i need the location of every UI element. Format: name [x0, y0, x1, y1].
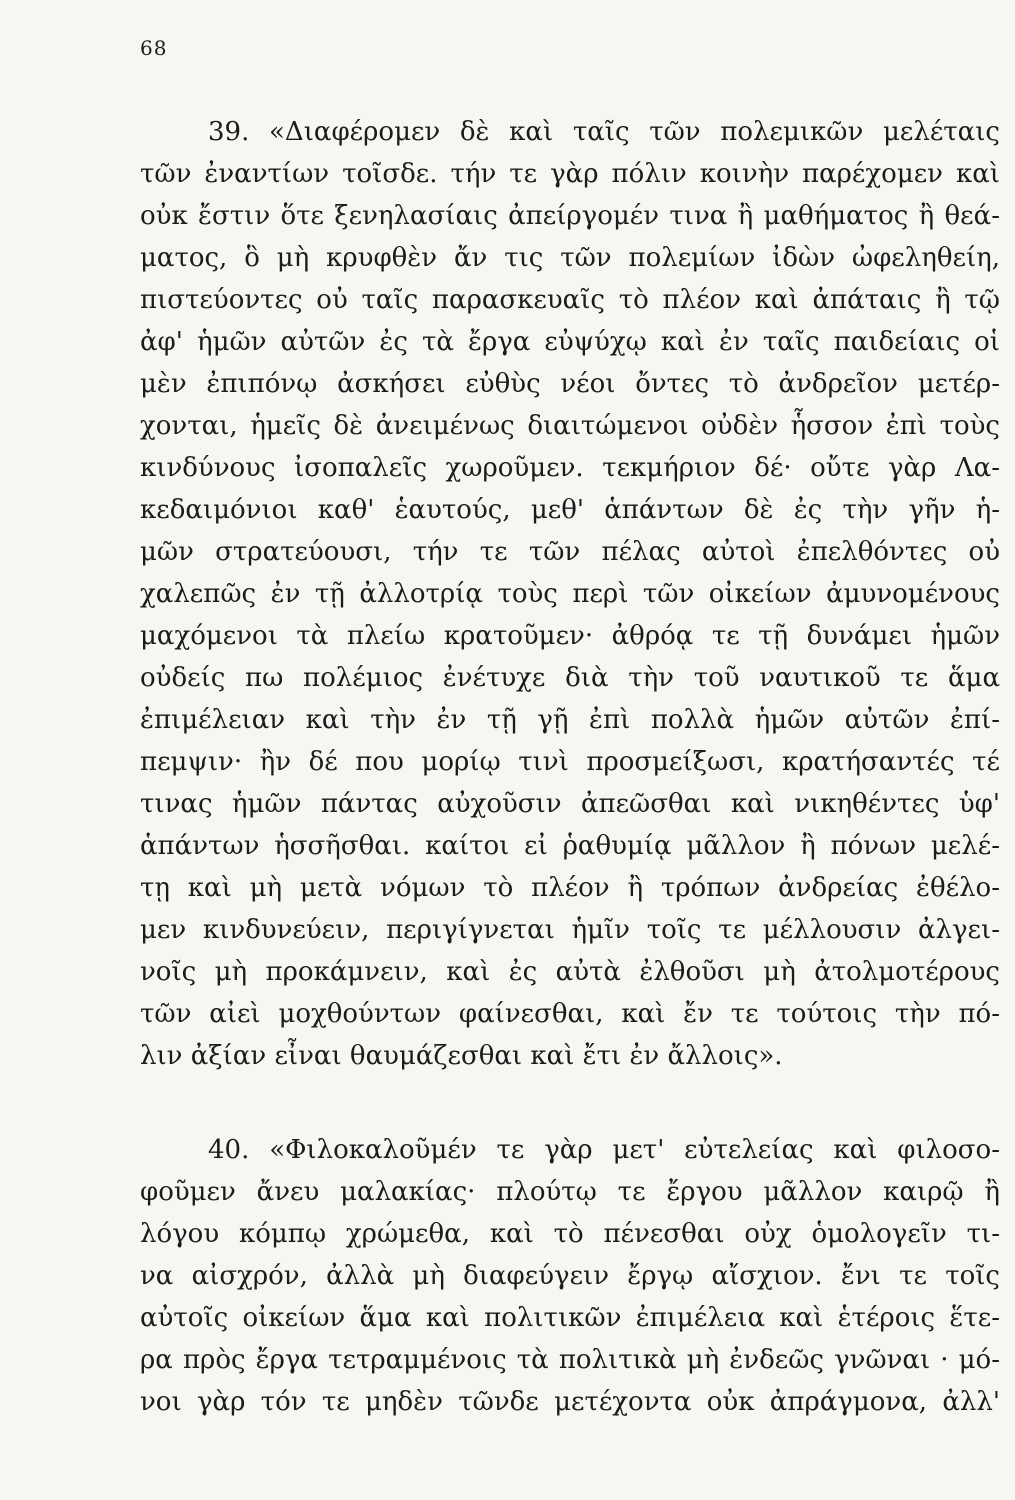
text-line: ἁπάντων ἡσσῆσθαι. καίτοι εἰ ῥαθυμίᾳ μᾶλλον ἢ πόνων μελέ-	[140, 831, 1000, 861]
text-line: λιν ἀξίαν εἶναι θαυμάζεσθαι καὶ ἔτι ἐν ἄλλοις».	[140, 1041, 783, 1071]
text-line: λόγου κόμπῳ χρώμεθα, καὶ τὸ πένεσθαι οὐχ ὁμολογεῖν τι-	[140, 1219, 1000, 1249]
text-line: μὲν ἐπιπόνῳ ἀσκήσει εὐθὺς νέοι ὄντες τὸ ἀνδρεῖον μετέρ-	[140, 369, 1000, 399]
text-line: χονται, ἡμεῖς δὲ ἀνειμένως διαιτώμενοι οὐδὲν ἧσσον ἐπὶ τοὺς	[140, 411, 1000, 441]
text-line: οὐδείς πω πολέμιος ἐνέτυχε διὰ τὴν τοῦ ναυτικοῦ τε ἅμα	[140, 663, 1000, 693]
text-line: τῶν αἰεὶ μοχθούντων φαίνεσθαι, καὶ ἔν τε τούτοις τὴν πό-	[140, 999, 1000, 1029]
text-line: 39. «Διαφέρομεν δὲ καὶ ταῖς τῶν πολεμικῶν μελέταις	[208, 117, 1000, 147]
text-line: τῃ καὶ μὴ μετὰ νόμων τὸ πλέον ἢ τρόπων ἀνδρείας ἐθέλο-	[140, 873, 1000, 903]
text-line: ἐπιμέλειαν καὶ τὴν ἐν τῇ γῇ ἐπὶ πολλὰ ἡμῶν αὐτῶν ἐπί-	[140, 705, 1000, 735]
text-line: ματος, ὃ μὴ κρυφθὲν ἄν τις τῶν πολεμίων ἰδὼν ὠφεληθείη,	[140, 243, 1000, 273]
text-line: αὐτοῖς οἰκείων ἅμα καὶ πολιτικῶν ἐπιμέλεια καὶ ἑτέροις ἕτε-	[140, 1303, 1000, 1333]
page-number: 68	[140, 36, 168, 60]
text-line: μῶν στρατεύουσι, τήν τε τῶν πέλας αὐτοὶ ἐπελθόντες οὐ	[140, 537, 1000, 567]
text-line: φοῦμεν ἄνευ μαλακίας· πλούτῳ τε ἔργου μᾶλλον καιρῷ ἢ	[140, 1177, 1000, 1207]
text-line: τινας ἡμῶν πάντας αὐχοῦσιν ἀπεῶσθαι καὶ νικηθέντες ὑφ'	[140, 789, 1000, 819]
text-line: ἀφ' ἡμῶν αὐτῶν ἐς τὰ ἔργα εὐψύχῳ καὶ ἐν ταῖς παιδείαις οἱ	[140, 327, 1000, 357]
text-line: πιστεύοντες οὐ ταῖς παρασκευαῖς τὸ πλέον καὶ ἀπάταις ἢ τῷ	[140, 285, 1000, 315]
text-line: νοῖς μὴ προκάμνειν, καὶ ἐς αὐτὰ ἐλθοῦσι μὴ ἀτολμοτέρους	[140, 957, 1000, 987]
text-line: 40. «Φιλοκαλοῦμέν τε γὰρ μετ' εὐτελείας καὶ φιλοσο-	[208, 1135, 1000, 1165]
text-line: κεδαιμόνιοι καθ' ἑαυτούς, μεθ' ἁπάντων δὲ ἐς τὴν γῆν ἡ-	[140, 495, 1000, 525]
text-line: μεν κινδυνεύειν, περιγίγνεται ἡμῖν τοῖς τε μέλλουσιν ἀλγει-	[140, 915, 1000, 945]
text-line: να αἰσχρόν, ἀλλὰ μὴ διαφεύγειν ἔργῳ αἴσχιον. ἔνι τε τοῖς	[140, 1261, 1000, 1291]
text-line: κινδύνους ἰσοπαλεῖς χωροῦμεν. τεκμήριον δέ· οὔτε γὰρ Λα-	[140, 453, 1000, 483]
text-line: νοι γὰρ τόν τε μηδὲν τῶνδε μετέχοντα οὐκ ἀπράγμονα, ἀλλ'	[140, 1387, 1000, 1417]
text-line: πεμψιν· ἢν δέ που μορίῳ τινὶ προσμείξωσι, κρατήσαντές τέ	[140, 747, 1000, 777]
text-line: οὐκ ἔστιν ὅτε ξενηλασίαις ἀπείργομέν τινα ἢ μαθήματος ἢ θεά-	[140, 201, 1000, 231]
text-line: χαλεπῶς ἐν τῇ ἀλλοτρίᾳ τοὺς περὶ τῶν οἰκείων ἀμυνομένους	[140, 579, 1000, 609]
text-line: τῶν ἐναντίων τοῖσδε. τήν τε γὰρ πόλιν κοινὴν παρέχομεν καὶ	[140, 159, 1000, 189]
text-line: ρα πρὸς ἔργα τετραμμένοις τὰ πολιτικὰ μὴ ἐνδεῶς γνῶναι · μό-	[140, 1345, 1000, 1375]
text-line: μαχόμενοι τὰ πλείω κρατοῦμεν· ἀθρόᾳ τε τῇ δυνάμει ἡμῶν	[140, 621, 1000, 651]
